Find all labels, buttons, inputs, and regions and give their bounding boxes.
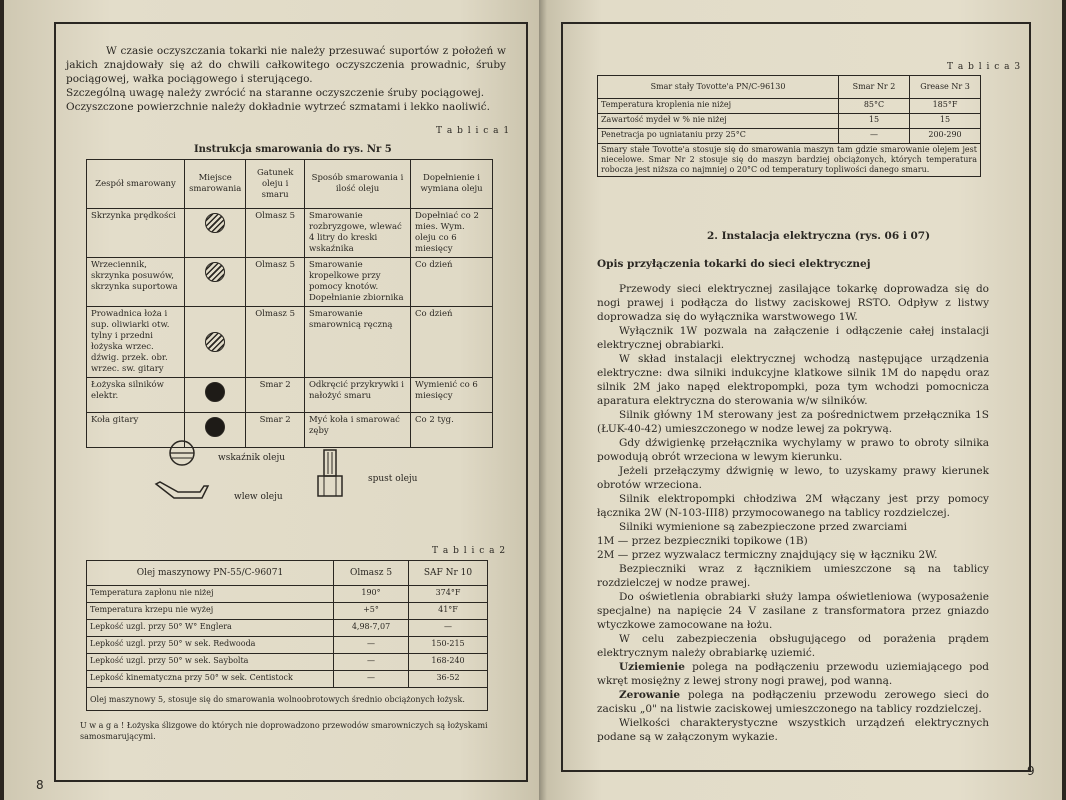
table1-header: Sposób smarowania i ilość oleju xyxy=(304,160,410,209)
body-paragraph: Przewody sieci elektrycznej zasilające tokarkę doprowadza się do nogi prawej i podłącza do listwy zaciskowej RSTO. Odpływ z listwy doprowadza się do wyłącznika warstwowego 1W. xyxy=(597,283,989,323)
hatched-circle-icon xyxy=(205,332,225,352)
grease-properties-table xyxy=(597,75,981,177)
table2-label: T a b l i c a 2 xyxy=(432,546,507,556)
table-row xyxy=(87,654,488,671)
table3-header-row xyxy=(598,76,981,99)
zeroing-text: polega na podłączeniu przewodu zerowego sieci do zacisku „0" na listwie zaciskowej umieszczonego na tablicy rozdzielczej. xyxy=(597,689,989,715)
table-row xyxy=(87,637,488,654)
table3-cell: Penetracja po ugniataniu przy 25°C xyxy=(598,129,839,144)
table-row xyxy=(87,413,493,448)
body-paragraph: Silniki wymienione są zabezpieczone przed zwarciami xyxy=(619,521,908,533)
table1-header: Gatunek oleju i smaru xyxy=(246,160,305,209)
table2-note: Olej maszynowy 5, stosuje się do smarowania wolnoobrotowych średnio obciążonych łożysk. xyxy=(87,688,488,711)
table1-header: Miejsce smarowania xyxy=(185,160,246,209)
table-row xyxy=(87,378,493,413)
section-heading: 2. Instalacja elektryczna (rys. 06 i 07) xyxy=(707,230,931,242)
table-row xyxy=(87,671,488,688)
right-page xyxy=(539,0,1062,800)
hatched-circle-icon xyxy=(205,213,225,233)
table1-cell: Olmasz 5 xyxy=(246,258,305,307)
table-row xyxy=(598,99,981,114)
body-paragraph: Do oświetlenia obrabiarki służy lampa oświetleniowa (wyposażenie specjalne) na napięcie 24 V zasilane z transformatora przez gniazdo wtyczkowe zamocowane na łożu. xyxy=(597,591,989,631)
table1-header: Dopełnienie i wymiana oleju xyxy=(411,160,493,209)
body-paragraph: Silnik elektropompki chłodziwa 2M włączany jest przy pomocy łącznika 2W (N-103-III8) przymocowanego na tablicy rozdzielczej. xyxy=(597,493,989,519)
body-paragraph: Wielkości charakterystyczne wszystkich urządzeń elektrycznych podane są w załączonym wykazie. xyxy=(597,717,989,743)
table1-cell: Prowadnica łoża i sup. oliwiarki otw. tylny i przedni łożyska wrzec. dźwig. przek. obr. wrzec. sw. gitary xyxy=(87,307,185,378)
table3-cell: — xyxy=(839,129,910,144)
table2-cell: 4,98-7,07 xyxy=(334,620,409,637)
table1-cell: Wrzeciennik, skrzynka posuwów, skrzynka suportowa xyxy=(87,258,185,307)
list-item: 1M — przez bezpieczniki topikowe (1B) xyxy=(597,535,808,547)
table2-header: SAF Nr 10 xyxy=(409,561,488,586)
table2-cell: Lepkość kinematyczna przy 50° w sek. Centistock xyxy=(87,671,334,688)
intro-paragraph: W czasie oczyszczania tokarki nie należy przesuwać suportów z położeń w jakich znajdowały się aż do chwili całkowitego oczyszczenia prowadnic, śruby pociągowej, wałka pociągowego i sterującego. xyxy=(66,45,506,85)
table2-cell: — xyxy=(334,654,409,671)
table2-cell: Lepkość uzgl. przy 50° w sek. Redwooda xyxy=(87,637,334,654)
table3-header: Smar stały Tovotte'a PN/C-96130 xyxy=(598,76,839,99)
oil-indicator-icon xyxy=(162,438,202,468)
table1-cell: Smar 2 xyxy=(246,413,305,448)
table-row xyxy=(87,258,493,307)
table1-symbol-cell xyxy=(185,258,246,307)
grounding-paragraph xyxy=(597,660,989,688)
table-row xyxy=(87,603,488,620)
table1-cell: Skrzynka prędkości xyxy=(87,209,185,258)
table1-cell: Co dzień xyxy=(411,258,493,307)
table1-cell: Myć koła i smarować zęby xyxy=(304,413,410,448)
electrical-description xyxy=(597,282,989,744)
intro-paragraph: Oczyszczone powierzchnie należy dokładnie wytrzeć szmatami i lekko naoliwić. xyxy=(66,101,490,113)
table2-cell: 168-240 xyxy=(409,654,488,671)
table2-cell: Lepkość uzgl. przy 50° W° Englera xyxy=(87,620,334,637)
intro-text xyxy=(66,44,506,114)
grounding-text: polega na podłączeniu przewodu uziemiającego pod wkręt mosiężny z lewej strony nogi prawej, pod wanną. xyxy=(597,661,989,687)
table3-note-row xyxy=(598,144,981,177)
table3-cell: 15 xyxy=(839,114,910,129)
table1-cell: Co dzień xyxy=(411,307,493,378)
list-item: 2M — przez wyzwalacz termiczny znajdujący się w łączniku 2W. xyxy=(597,549,938,561)
table1-cell: Smarowanie kropelkowe przy pomocy knotów. Dopełnianie zbiornika xyxy=(304,258,410,307)
body-paragraph: Silnik główny 1M sterowany jest za pośrednictwem przełącznika 1S (ŁUK-40-42) umieszczonego w nodze lewej za pokrywą. xyxy=(597,409,989,435)
zeroing-paragraph xyxy=(597,688,989,716)
table1-cell: Odkręcić przykrywki i nałożyć smaru xyxy=(304,378,410,413)
table1-cell: Koła gitary xyxy=(87,413,185,448)
table-row xyxy=(87,586,488,603)
table1-header-row xyxy=(87,160,493,209)
table1-header: Zespół smarowany xyxy=(87,160,185,209)
oil-properties-table xyxy=(86,560,488,711)
table1-cell: Wymienić co 6 miesięcy xyxy=(411,378,493,413)
table-row xyxy=(87,307,493,378)
table1-cell: Łożyska silników elektr. xyxy=(87,378,185,413)
oil-drain-label: spust oleju xyxy=(368,474,418,484)
body-paragraph: Jeżeli przełączymy dźwignię w lewo, to uzyskamy prawy kierunek obrotów wrzeciona. xyxy=(597,465,989,491)
footnote: U w a g a ! Łożyska ślizgowe do których nie doprowadzono przewodów smarowniczych są łożyskami samosmarującymi. xyxy=(80,721,488,741)
table2-cell: Temperatura zapłonu nie niżej xyxy=(87,586,334,603)
table1-cell: Smar 2 xyxy=(246,378,305,413)
table-row xyxy=(598,114,981,129)
oil-can-icon xyxy=(152,478,212,508)
table2-cell: Lepkość uzgl. przy 50° w sek. Saybolta xyxy=(87,654,334,671)
table-row xyxy=(598,129,981,144)
table3-cell: 185°F xyxy=(910,99,981,114)
table1-cell: Smarowanie smarownicą ręczną xyxy=(304,307,410,378)
grounding-term: Uziemienie xyxy=(619,661,685,673)
table3-cell: 85°C xyxy=(839,99,910,114)
page-number: 9 xyxy=(1027,764,1035,778)
oil-indicator-label: wskaźnik oleju xyxy=(218,453,286,463)
table-row xyxy=(87,620,488,637)
table1-title: Instrukcja smarowania do rys. Nr 5 xyxy=(194,144,392,155)
body-paragraph: Gdy dźwigienkę przełącznika wychylamy w prawo to obroty silnika powodują obrót wrzeciona w lewym kierunku. xyxy=(597,437,989,463)
table-row xyxy=(87,209,493,258)
table3-cell: Temperatura kroplenia nie niżej xyxy=(598,99,839,114)
table1-symbol-cell xyxy=(185,209,246,258)
table1-symbol-cell xyxy=(185,378,246,413)
table2-cell: 374°F xyxy=(409,586,488,603)
table3-cell: Zawartość mydeł w % nie niżej xyxy=(598,114,839,129)
table2-cell: +5° xyxy=(334,603,409,620)
body-paragraph: Wyłącznik 1W pozwala na załączenie i odłączenie całej instalacji elektrycznej obrabiarki. xyxy=(597,325,989,351)
table2-note-row xyxy=(87,688,488,711)
table3-cell: 200-290 xyxy=(910,129,981,144)
lubrication-table xyxy=(86,159,493,448)
body-paragraph: W celu zabezpieczenia obsługującego od porażenia prądem elektrycznym należy obrabiarkę uziemić. xyxy=(597,633,989,659)
table2-cell: 150-215 xyxy=(409,637,488,654)
solid-circle-icon xyxy=(205,417,225,437)
intro-paragraph: Szczególną uwagę należy zwrócić na staranne oczyszczenie śruby pociągowej. xyxy=(66,87,485,99)
table2-header: Olmasz 5 xyxy=(334,561,409,586)
table2-cell: — xyxy=(334,637,409,654)
table2-cell: — xyxy=(409,620,488,637)
table3-cell: 15 xyxy=(910,114,981,129)
table1-cell: Dopełniać co 2 mies. Wym. oleju co 6 miesięcy xyxy=(411,209,493,258)
table2-cell: Temperatura krzepu nie wyżej xyxy=(87,603,334,620)
oil-drain-plug-icon xyxy=(310,448,350,506)
table1-symbol-cell xyxy=(185,307,246,378)
table1-cell: Olmasz 5 xyxy=(246,209,305,258)
table2-cell: 190° xyxy=(334,586,409,603)
solid-circle-icon xyxy=(205,382,225,402)
table1-cell: Smarowanie rozbryzgowe, wlewać 4 litry do kreski wskaźnika xyxy=(304,209,410,258)
table2-header: Olej maszynowy PN-55/C-96071 xyxy=(87,561,334,586)
section-subheading: Opis przyłączenia tokarki do sieci elektrycznej xyxy=(597,258,871,270)
oil-inlet-label: wlew oleju xyxy=(234,492,283,502)
table3-note: Smary stałe Tovotte'a stosuje się do smarowania maszyn tam gdzie smarowanie olejem jest niecelowe. Smar Nr 2 stosuje się do maszyn bardziej obciążonych, których temperatura robocza jest niższa co najmniej o 20°C od temperatury topliwości danego smaru. xyxy=(598,144,981,177)
body-paragraph: Bezpieczniki wraz z łącznikiem umieszczone są na tablicy rozdzielczej w nodze prawej. xyxy=(597,563,989,589)
table2-header-row xyxy=(87,561,488,586)
table1-label: T a b l i c a 1 xyxy=(436,126,511,136)
zeroing-term: Zerowanie xyxy=(619,689,681,701)
table2-cell: 36-52 xyxy=(409,671,488,688)
table1-cell: Olmasz 5 xyxy=(246,307,305,378)
table2-cell: 41°F xyxy=(409,603,488,620)
table2-cell: — xyxy=(334,671,409,688)
hatched-circle-icon xyxy=(205,262,225,282)
table3-header: Grease Nr 3 xyxy=(910,76,981,99)
table3-label: T a b l i c a 3 xyxy=(947,62,1022,72)
page-gutter xyxy=(539,0,547,800)
table3-header: Smar Nr 2 xyxy=(839,76,910,99)
body-paragraph: W skład instalacji elektrycznej wchodzą następujące urządzenia elektryczne: dwa silniki indukcyjne klatkowe silnik 1M do napędu oraz silnik 2M jako napęd elektropompki, poza tym wchodzi pomocnicza aparatura elektryczna do sterowania w/w silników. xyxy=(597,353,989,407)
left-page xyxy=(4,0,539,800)
page-number: 8 xyxy=(36,778,44,792)
table1-cell: Co 2 tyg. xyxy=(411,413,493,448)
